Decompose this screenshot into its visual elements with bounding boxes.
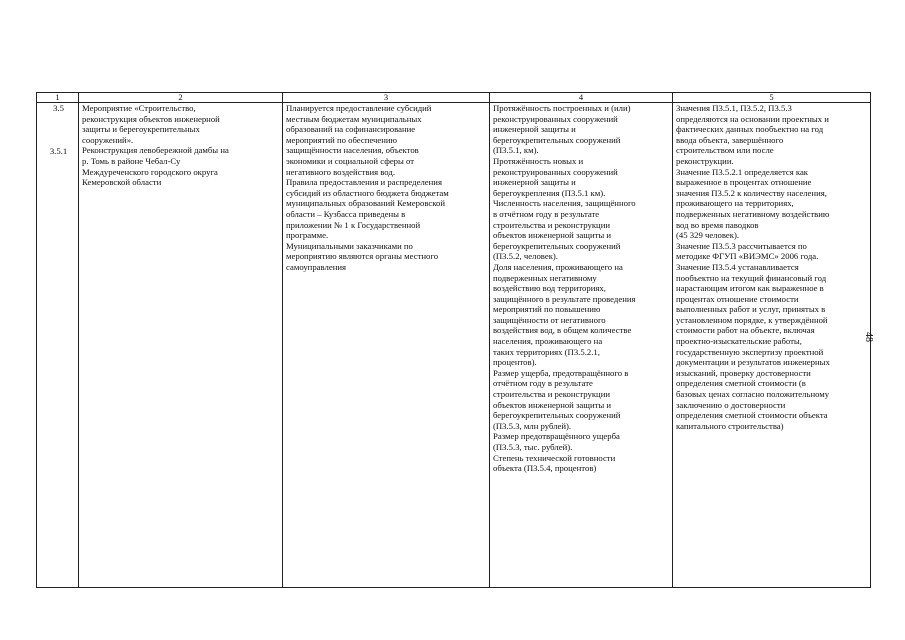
header-cell-3: 3	[283, 93, 490, 103]
header-cell-1: 1	[37, 93, 79, 103]
header-cell-5: 5	[673, 93, 871, 103]
event-title: Мероприятие «Строительство, реконструкция объектов инженерной защиты и берегоукрепительных сооружений».	[82, 103, 220, 145]
header-cell-4: 4	[490, 93, 673, 103]
event-subitem: Реконструкция левобережной дамбы на р. Томь в районе Чебал-Су Междуреченского городского округа Кемеровской области	[82, 145, 229, 188]
description-text: Планируется предоставление субсидий местным бюджетам муниципальных образований на софинансирование мероприятий по обеспечению защищённости населения, объектов экономики и социальной сферы от негативного воздействия вод. Правила предоставления и распределения субсидий из областного бюджета бюджетам муниципальных образований Кемеровской области – Кузбасса приведены в приложении № 1 к Государственной программе. Муниципальными заказчиками по мероприятию являются органы местного самоуправления	[286, 103, 449, 272]
table-row	[37, 103, 871, 588]
methodology-cell	[673, 103, 871, 588]
program-table	[36, 92, 871, 588]
subitem-number: 3.5.1	[49, 145, 68, 156]
number-cell	[37, 103, 79, 588]
item-number: 3.5	[53, 103, 64, 113]
event-cell	[79, 103, 283, 588]
indicators-cell	[490, 103, 673, 588]
methodology-text: Значения П3.5.1, П3.5.2, П3.5.3 определяются на основании проектных и фактических данных пообъектно на год ввода объекта, завершённого строительством или после реконструкции. Значение П3.5.2.1 определяется как выраженное в процентах отношение значения П3.5.2 к количеству населения, проживающего на территориях, подверженных негативному воздействию вод во время паводков (45 329 человек). Значение П3.5.3 рассчитывается по методике ФГУП «ВИЭМС» 2006 года. Значение П3.5.4 устанавливается пообъектно на текущий финансовый год нарастающим итогом как выраженное в процентах отношение стоимости выполненных работ и услуг, принятых в установленном порядке, к утверждённой стоимости работ на объекте, включая проектно-изыскательские работы, государственную экспертизу проектной документации и результатов инженерных изысканий, проверку достоверности определения сметной стоимости (в базовых ценах согласно положительному заключению о достоверности определения сметной стоимости объекта капитального строительства)	[676, 103, 830, 431]
indicators-text: Протяжённость построенных и (или) реконструированных сооружений инженерной защиты и берегоукрепительных сооружений (П3.5.1, км). Протяжённость новых и реконструированных сооружений инженерной защиты и берегоукрепления (П3.5.1 км). Численность населения, защищённого в отчётном году в результате строительства и реконструкции объектов инженерной защиты и берегоукрепительных сооружений (П3.5.2, человек). Доля населения, проживающего на подверженных негативному воздействию вод территориях, защищённого в результате проведения мероприятий по повышению защищённости от негативного воздействия вод, в общем количестве населения, проживающего на таких территориях (П3.5.2.1, процентов). Размер ущерба, предотвращённого в отчётном году в результате строительства и реконструкции объектов инженерной защиты и берегоукрепительных сооружений (П3.5.3, млн рублей). Размер предотвращённого ущерба (П3.5.3, тыс. рублей). Степень технической готовности объекта (П3.5.4, процентов)	[493, 103, 636, 474]
page-number: 48	[863, 332, 874, 342]
description-cell	[283, 103, 490, 588]
header-row	[37, 93, 871, 103]
header-cell-2: 2	[79, 93, 283, 103]
